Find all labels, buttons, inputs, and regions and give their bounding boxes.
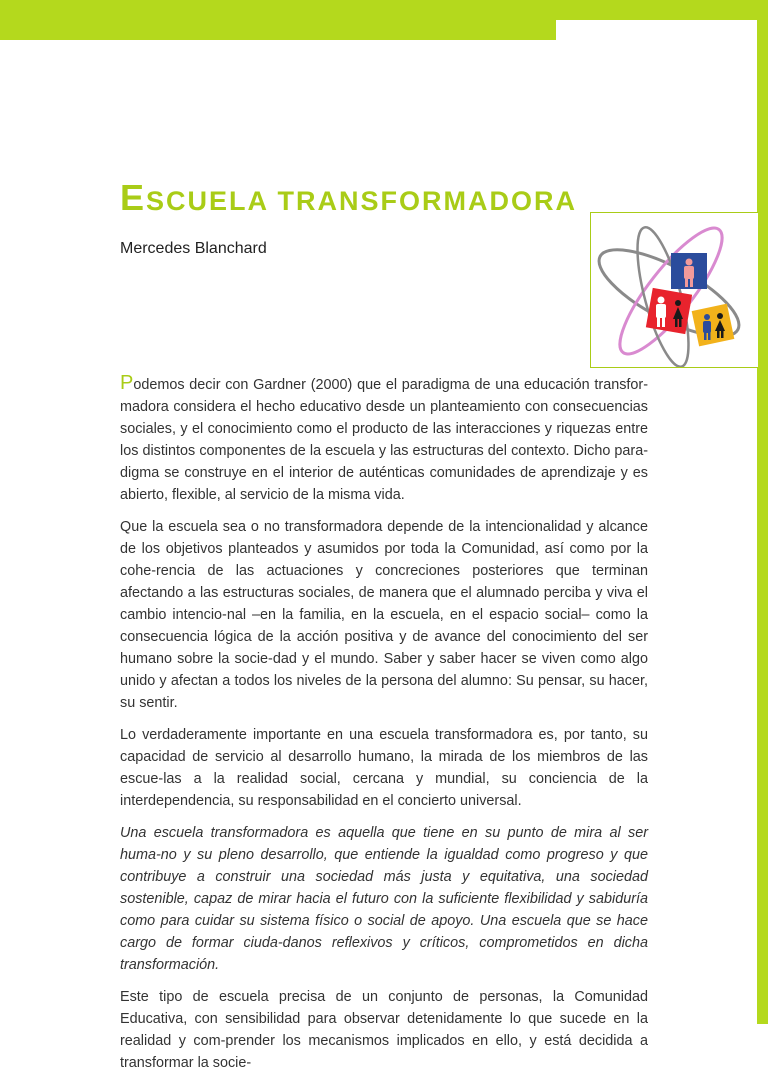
paragraph-4-italic: Una escuela transformadora es aquella que tiene en su punto de mira al ser huma-no y su pleno desarrollo, que entiende la igualdad como progreso y que contribuye a construir una sociedad más justa y equitativa, una sociedad sostenible, capaz de mirar hacia el futuro con la suficiente flexibilidad y sabiduría como para cuidar su sistema físico o social de apoyo. Una escuela que se hace cargo de formar ciuda-danos reflexivos y críticos, comprometidos en dicha transformación. [120,825,648,973]
right-green-bar [757,0,768,1024]
red-sign [646,288,692,334]
illustration-box [590,212,758,368]
paragraph-initial: P [120,372,134,394]
frame-notch [556,20,757,40]
author-name: Mercedes Blanchard [120,240,267,257]
paragraph-3: Lo verdaderamente importante en una escuela transformadora es, por tanto, su capacidad de servicio al desarrollo humano, la mirada de los miembros de las escue-las a la realidad social, cercana y mundial, su conciencia de la interdependencia, su responsabilidad en el concierto universal. [120,727,648,809]
article-body [120,372,648,1084]
orbit-pink [606,216,737,366]
title-rest: SCUELA TRANSFORMADORA [146,186,577,216]
title-initial: E [120,177,147,218]
page-title [120,178,577,221]
paragraph-1 [120,372,648,506]
yellow-sign [692,304,735,347]
paragraph-5: Este tipo de escuela precisa de un conjunto de personas, la Comunidad Educativa, con sensibilidad para observar detenidamente lo que sucede en la realidad y com-prender los mecanismos implicados en ello, y está decidida a transformar la socie- [120,989,648,1071]
paragraph-2: Que la escuela sea o no transformadora depende de la intencionalidad y alcance de los objetivos planteados y asumidos por toda la Comunidad, así como por la cohe-rencia de las actuaciones y concreciones posteriores que terminan afectando a las estructuras sociales, de manera que el alumnado perciba y viva el cambio intencio-nal –en la familia, en la escuela, en el espacio social– como la consecuencia lógica de la acción positiva y de avance del conocimiento del ser humano sobre la socie-dad y el mundo. Saber y saber hacer se viven como algo unido y afectan a todos los niveles de la persona del alumno: Su pensar, su hacer, su sentir. [120,519,648,711]
paragraph-1-text: odemos decir con Gardner (2000) que el paradigma de una educación transfor-madora considera el hecho educativo desde un planteamiento con consecuencias sociales, y el conocimiento como el producto de las interacciones y riquezas entre los distintos componentes de la escuela y las estructuras del contexto. Dicho para-digma se construye en el interior de auténticas comunidades de aprendizaje y es abierto, flexible, al servicio de la misma vida. [120,377,648,503]
people-atom-icon [591,213,758,368]
